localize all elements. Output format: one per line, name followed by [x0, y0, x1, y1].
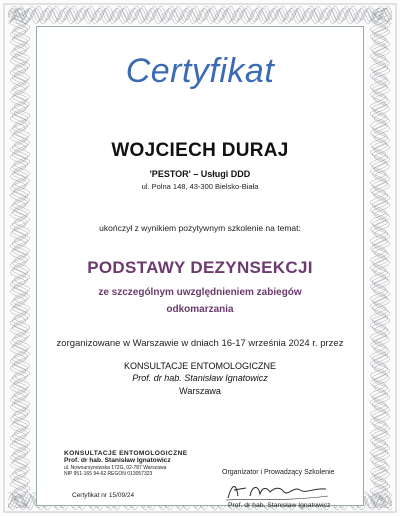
- handwritten-signature: [222, 476, 332, 504]
- stamp-line3: ul. Nowoursynowska 172G, 02-787 Warszawa: [64, 464, 167, 471]
- certificate-title: Certyfikat: [125, 52, 275, 90]
- organizer-person: Prof. dr hab. Stanisław Ignatowicz: [132, 373, 268, 383]
- stamp-line1: KONSULTACJE ENTOMOLOGICZNE: [64, 450, 188, 457]
- organizer-label: Organizator i Prowadzący Szkolenie: [222, 469, 335, 476]
- course-title: PODSTAWY DEZYNSEKCJI: [87, 258, 313, 277]
- stamp-line2: Prof. dr hab. Stanisław Ignatowicz: [64, 456, 171, 464]
- course-subtitle-line2: odkomarzania: [166, 304, 234, 315]
- organizer-city: Warszawa: [179, 386, 221, 396]
- course-subtitle-line1: ze szczególnym uwzględnieniem zabiegów: [98, 287, 302, 298]
- company-address: ul. Polna 148, 43-300 Bielsko-Biała: [141, 182, 259, 191]
- organizer-name: KONSULTACJE ENTOMOLOGICZNE: [123, 361, 277, 371]
- organizer-stamp: [64, 451, 188, 478]
- signer-name: Prof. dr hab. Stanisław Ignatowicz: [228, 502, 331, 509]
- completion-text: ukończył z wynikiem pozytywnym szkolenie na temat:: [99, 223, 301, 233]
- stamp-line4: NIP 951-165 94-62 REGON 013057323: [64, 471, 153, 478]
- organized-text: zorganizowane w Warszawie w dniach 16-17 września 2024 r. przez: [56, 338, 344, 349]
- company-name: 'PESTOR' – Usługi DDD: [149, 169, 251, 179]
- recipient-name: WOJCIECH DURAJ: [111, 140, 289, 161]
- certificate-number: Certyfikat nr 15/09/24: [72, 492, 135, 499]
